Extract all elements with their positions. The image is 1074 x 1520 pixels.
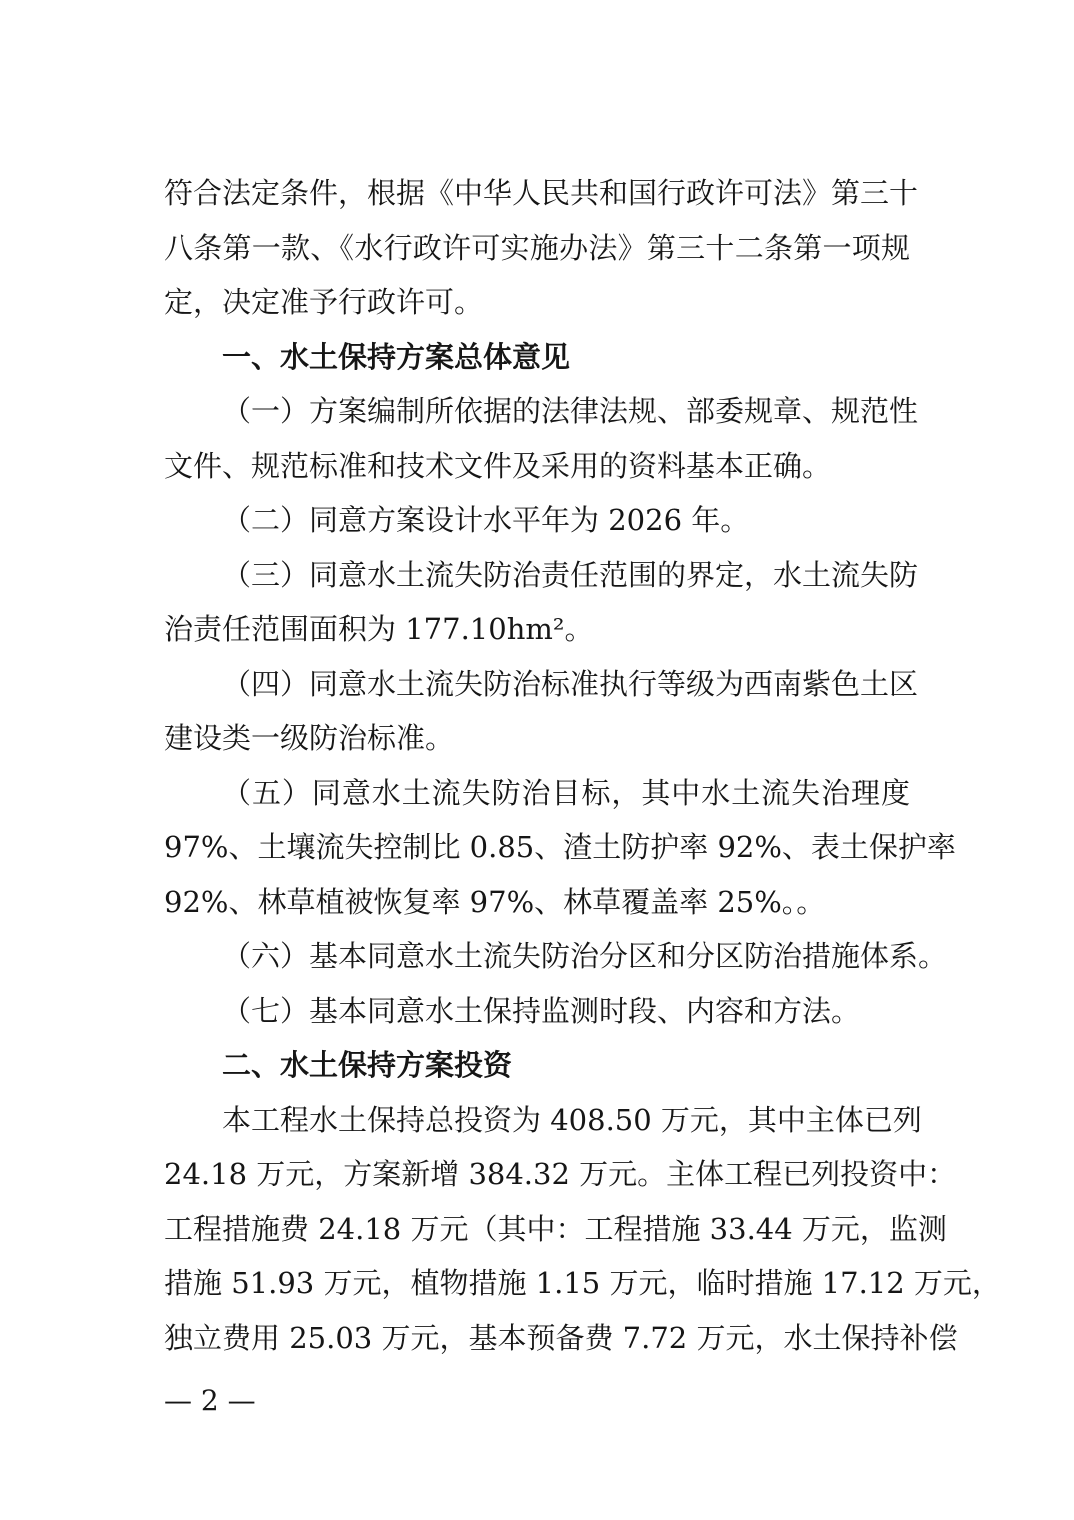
item-2-line-1: （二）同意方案设计水平年为 2026 年。: [222, 503, 750, 537]
investment-line-1: 本工程水土保持总投资为 408.50 万元，其中主体已列: [222, 1103, 922, 1137]
item-5-line-3: 92%、林草植被恢复率 97%、林草覆盖率 25%。。: [164, 885, 826, 919]
section-heading-2: 二、水土保持方案投资: [222, 1048, 513, 1082]
investment-line-3: 工程措施费 24.18 万元（其中：工程措施 33.44 万元，监测: [164, 1212, 947, 1246]
item-4-line-2: 建设类一级防治标准。: [164, 721, 455, 755]
item-6-line-1: （六）基本同意水土流失防治分区和分区防治措施体系。: [222, 939, 948, 973]
item-4-line-1: （四）同意水土流失防治标准执行等级为西南紫色土区: [222, 667, 919, 701]
page-number: — 2 —: [164, 1384, 256, 1417]
investment-line-2: 24.18 万元，方案新增 384.32 万元。主体工程已列投资中：: [164, 1157, 957, 1191]
item-1-line-2: 文件、规范标准和技术文件及采用的资料基本正确。: [164, 449, 832, 483]
body-line-1: 符合法定条件，根据《中华人民共和国行政许可法》第三十: [164, 176, 919, 210]
investment-line-5: 独立费用 25.03 万元，基本预备费 7.72 万元，水土保持补偿: [164, 1321, 958, 1355]
item-5-line-2: 97%、土壤流失控制比 0.85、渣土防护率 92%、表土保护率: [164, 830, 956, 864]
section-heading-1: 一、水土保持方案总体意见: [222, 340, 571, 374]
item-3-line-2: 治责任范围面积为 177.10hm²。: [164, 612, 594, 646]
body-line-3: 定，决定准予行政许可。: [164, 285, 484, 319]
item-3-line-1: （三）同意水土流失防治责任范围的界定，水土流失防: [222, 558, 919, 592]
item-5-line-1: （五）同意水土流失防治目标，其中水土流失治理度: [222, 776, 910, 810]
investment-line-4: 措施 51.93 万元，植物措施 1.15 万元，临时措施 17.12 万元，: [164, 1266, 1001, 1300]
item-1-line-1: （一）方案编制所依据的法律法规、部委规章、规范性: [222, 394, 919, 428]
body-line-2: 八条第一款、《水行政许可实施办法》第三十二条第一项规: [164, 231, 910, 265]
item-7-line-1: （七）基本同意水土保持监测时段、内容和方法。: [222, 994, 861, 1028]
